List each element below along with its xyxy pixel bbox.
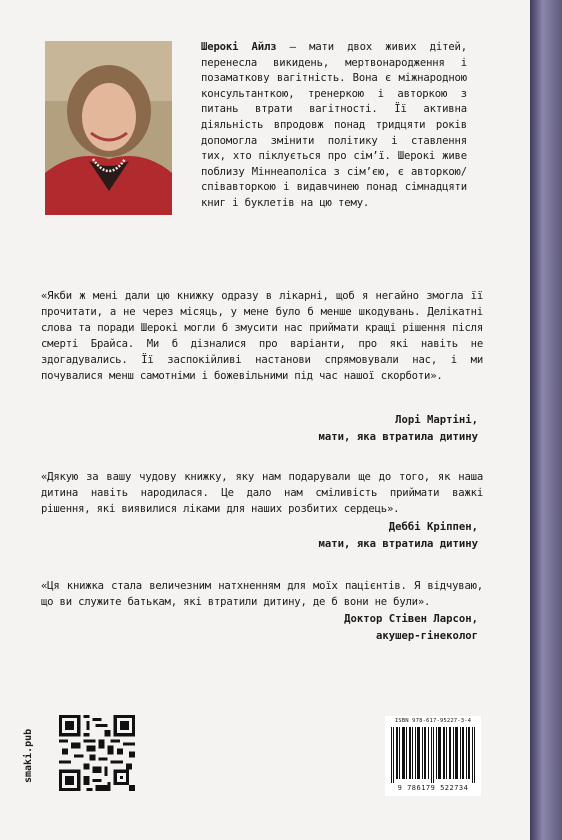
quote-1-role: мати, яка втратила дитину — [318, 431, 478, 443]
publisher-site: smaki.pub — [23, 728, 34, 784]
author-photo — [45, 41, 172, 215]
ean-digits: 9 786179 522734 — [397, 784, 469, 792]
author-name: Шерокі Айлз — [201, 41, 277, 53]
isbn-barcode — [385, 716, 481, 796]
quote-1: «Якби ж мені дали цю книжку одразу в лікарні, щоб я негайно змогла її прочитати, а не через місяць, у мене було б менше шкодувань. Делікатні слова та поради Шерокі могли б змусити нас приймати кращі рішення після смерті Брайса. Ми б дізналися про варіанти, про які навіть не здогадувались. Її заспокійливі настанови спрямовували нас, і ми почувалися менш самотніми і божевільними під час нашої скорботи». — [41, 290, 483, 382]
quote-2-attribution — [319, 519, 478, 553]
author-bio — [201, 40, 467, 212]
quote-3-role: акушер-гінеколог — [375, 630, 478, 642]
quote-2-role: мати, яка втратила дитину — [318, 538, 478, 550]
quote-2-author: Деббі Кріппен, — [388, 521, 478, 533]
quote-3-author: Доктор Стівен Ларсон, — [344, 613, 478, 625]
quote-1-author: Лорі Мартіні, — [395, 414, 478, 426]
barcode-icon — [389, 727, 477, 783]
quote-3: «Ця книжка стала величезним натхненням для моїх пацієнтів. Я відчуваю, що ви служите батькам, які втратили дитину, де б вони не були». — [41, 580, 483, 608]
quote-1-attribution — [319, 412, 478, 446]
quote-3-attribution — [344, 611, 478, 645]
author-bio-text: — мати двох живих дітей, перенесла викидень, мертвонародження і позаматкову вагітність. Вона є міжнародною консультанткою, тренеркою і авторкою з питань втрати вагітності. Її активна діяльність впродовж понад тридцяти років допомогла змінити політику і ставлення тих, хто піклується про сім’ї. Шерокі живе поблизу Міннеаполіса з сім’єю, є авторкою/співавторкою і видавчинею понад сімнадцяти книг і буклетів на цю тему. — [201, 41, 468, 209]
isbn-label: ISBN 978-617-95227-3-4 — [394, 718, 472, 724]
book-spine-edge — [530, 0, 562, 840]
quote-2: «Дякую за вашу чудову книжку, яку нам подарували ще до того, як наша дитина навіть народилася. Це дало нам сміливість приймати важкі рішення, які виявилися ліками для наших розбитих сердець». — [41, 471, 483, 515]
qr-code-icon[interactable] — [59, 715, 135, 791]
